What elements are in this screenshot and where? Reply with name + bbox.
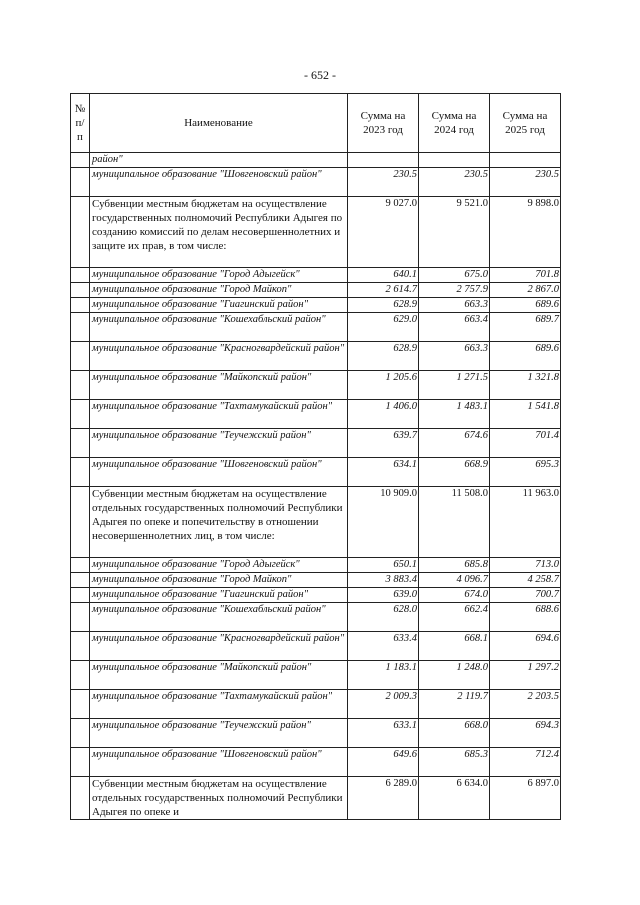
cell-2024: 668.9: [419, 458, 490, 487]
cell-num: [71, 458, 90, 487]
cell-2024: 663.3: [419, 298, 490, 313]
cell-2023: 1 406.0: [348, 400, 419, 429]
cell-name: муниципальное образование "Теучежский район": [90, 719, 348, 748]
cell-num: [71, 371, 90, 400]
table-row: [71, 588, 561, 603]
cell-name: район": [90, 153, 348, 168]
table-header-row: [71, 94, 561, 153]
table-row: [71, 573, 561, 588]
table-row: [71, 690, 561, 719]
header-2024: Сумма на 2024 год: [419, 94, 490, 153]
cell-num: [71, 268, 90, 283]
header-2023: Сумма на 2023 год: [348, 94, 419, 153]
cell-2024: 663.4: [419, 313, 490, 342]
cell-2023: 9 027.0: [348, 197, 419, 268]
cell-num: [71, 573, 90, 588]
budget-table: [70, 93, 561, 820]
table-row: [71, 283, 561, 298]
cell-name: Субвенции местным бюджетам на осуществление отдельных государственных полномочий Республики Адыгея по опеке и: [90, 777, 348, 820]
cell-2025: 230.5: [490, 168, 561, 197]
cell-num: [71, 487, 90, 558]
cell-num: [71, 719, 90, 748]
cell-2025: 11 963.0: [490, 487, 561, 558]
cell-2025: 694.6: [490, 632, 561, 661]
cell-2023: 649.6: [348, 748, 419, 777]
table-body: [71, 153, 561, 820]
cell-2024: 668.1: [419, 632, 490, 661]
cell-2024: 662.4: [419, 603, 490, 632]
header-2025: Сумма на 2025 год: [490, 94, 561, 153]
cell-num: [71, 298, 90, 313]
cell-name: муниципальное образование "Кошехабльский район": [90, 313, 348, 342]
cell-name: муниципальное образование "Красногвардейский район": [90, 632, 348, 661]
cell-2024: 4 096.7: [419, 573, 490, 588]
cell-2023: 2 009.3: [348, 690, 419, 719]
table-row: [71, 268, 561, 283]
cell-num: [71, 777, 90, 820]
cell-num: [71, 558, 90, 573]
table-row: [71, 400, 561, 429]
cell-2025: 2 867.0: [490, 283, 561, 298]
cell-num: [71, 168, 90, 197]
cell-2024: 2 757.9: [419, 283, 490, 298]
header-name: Наименование: [90, 94, 348, 153]
cell-2024: 674.0: [419, 588, 490, 603]
cell-2023: 230.5: [348, 168, 419, 197]
cell-2024: 663.3: [419, 342, 490, 371]
cell-name: муниципальное образование "Шовгеновский район": [90, 458, 348, 487]
cell-2025: 6 897.0: [490, 777, 561, 820]
cell-2024: 675.0: [419, 268, 490, 283]
cell-num: [71, 690, 90, 719]
table-row: [71, 168, 561, 197]
cell-2024: [419, 153, 490, 168]
cell-name: муниципальное образование "Шовгеновский район": [90, 748, 348, 777]
cell-num: [71, 283, 90, 298]
cell-name: муниципальное образование "Гиагинский район": [90, 298, 348, 313]
cell-name: муниципальное образование "Гиагинский район": [90, 588, 348, 603]
table-row: [71, 371, 561, 400]
table-row-section: [71, 197, 561, 268]
table-row: [71, 458, 561, 487]
cell-num: [71, 313, 90, 342]
cell-name: муниципальное образование "Город Майкоп": [90, 573, 348, 588]
cell-2023: 633.4: [348, 632, 419, 661]
table-row-section: [71, 487, 561, 558]
cell-2023: 2 614.7: [348, 283, 419, 298]
cell-2025: 1 541.8: [490, 400, 561, 429]
cell-2023: 633.1: [348, 719, 419, 748]
cell-2024: 9 521.0: [419, 197, 490, 268]
table-row: [71, 153, 561, 168]
cell-2023: 650.1: [348, 558, 419, 573]
cell-2024: 1 271.5: [419, 371, 490, 400]
table-row: [71, 298, 561, 313]
cell-2025: 4 258.7: [490, 573, 561, 588]
table-row: [71, 558, 561, 573]
cell-name: муниципальное образование "Тахтамукайский район": [90, 690, 348, 719]
table-row-section: [71, 777, 561, 820]
cell-num: [71, 400, 90, 429]
table-row: [71, 603, 561, 632]
cell-num: [71, 197, 90, 268]
cell-2023: 628.0: [348, 603, 419, 632]
cell-name: муниципальное образование "Шовгеновский район": [90, 168, 348, 197]
cell-2025: 688.6: [490, 603, 561, 632]
page-number: - 652 -: [304, 68, 336, 82]
cell-2024: 1 248.0: [419, 661, 490, 690]
cell-2024: 674.6: [419, 429, 490, 458]
cell-2025: 689.7: [490, 313, 561, 342]
cell-2023: 639.7: [348, 429, 419, 458]
cell-2025: 701.8: [490, 268, 561, 283]
header-num: № п/п: [71, 94, 90, 153]
table-row: [71, 632, 561, 661]
cell-2025: [490, 153, 561, 168]
cell-2023: 10 909.0: [348, 487, 419, 558]
cell-name: муниципальное образование "Город Адыгейск": [90, 558, 348, 573]
cell-2023: 3 883.4: [348, 573, 419, 588]
cell-2023: 640.1: [348, 268, 419, 283]
cell-2023: 628.9: [348, 298, 419, 313]
cell-2025: 700.7: [490, 588, 561, 603]
table-row: [71, 661, 561, 690]
cell-2023: 628.9: [348, 342, 419, 371]
cell-2025: 695.3: [490, 458, 561, 487]
table-row: [71, 748, 561, 777]
cell-2025: 712.4: [490, 748, 561, 777]
cell-name: муниципальное образование "Красногвардейский район": [90, 342, 348, 371]
cell-2025: 689.6: [490, 298, 561, 313]
cell-2024: 11 508.0: [419, 487, 490, 558]
cell-2024: 668.0: [419, 719, 490, 748]
cell-2023: 1 205.6: [348, 371, 419, 400]
table-row: [71, 313, 561, 342]
cell-2024: 685.3: [419, 748, 490, 777]
cell-name: муниципальное образование "Город Адыгейск": [90, 268, 348, 283]
cell-num: [71, 603, 90, 632]
cell-name: муниципальное образование "Майкопский район": [90, 371, 348, 400]
cell-2025: 701.4: [490, 429, 561, 458]
cell-name: муниципальное образование "Кошехабльский район": [90, 603, 348, 632]
table-row: [71, 342, 561, 371]
cell-2025: 689.6: [490, 342, 561, 371]
cell-2023: 1 183.1: [348, 661, 419, 690]
cell-name: муниципальное образование "Город Майкоп": [90, 283, 348, 298]
cell-2023: 629.0: [348, 313, 419, 342]
cell-2024: 230.5: [419, 168, 490, 197]
table-row: [71, 429, 561, 458]
cell-name: Субвенции местным бюджетам на осуществление отдельных государственных полномочий Республики Адыгея по опеке и попечительству в отношении несовершеннолетних лиц, в том числе:: [90, 487, 348, 558]
cell-2024: 685.8: [419, 558, 490, 573]
cell-name: муниципальное образование "Тахтамукайский район": [90, 400, 348, 429]
cell-num: [71, 342, 90, 371]
cell-num: [71, 429, 90, 458]
cell-num: [71, 632, 90, 661]
cell-num: [71, 748, 90, 777]
cell-2025: 9 898.0: [490, 197, 561, 268]
cell-name: муниципальное образование "Майкопский район": [90, 661, 348, 690]
cell-2023: 634.1: [348, 458, 419, 487]
cell-num: [71, 588, 90, 603]
cell-2025: 1 321.8: [490, 371, 561, 400]
table-row: [71, 719, 561, 748]
cell-2025: 1 297.2: [490, 661, 561, 690]
cell-2023: 639.0: [348, 588, 419, 603]
cell-2025: 713.0: [490, 558, 561, 573]
cell-2023: 6 289.0: [348, 777, 419, 820]
cell-2024: 2 119.7: [419, 690, 490, 719]
cell-2025: 2 203.5: [490, 690, 561, 719]
cell-num: [71, 153, 90, 168]
cell-2024: 1 483.1: [419, 400, 490, 429]
cell-name: муниципальное образование "Теучежский район": [90, 429, 348, 458]
cell-2025: 694.3: [490, 719, 561, 748]
cell-2023: [348, 153, 419, 168]
cell-num: [71, 661, 90, 690]
cell-2024: 6 634.0: [419, 777, 490, 820]
cell-name: Субвенции местным бюджетам на осуществление государственных полномочий Республики Адыгея по созданию комиссий по делам несовершеннолетних и защите их прав, в том числе:: [90, 197, 348, 268]
